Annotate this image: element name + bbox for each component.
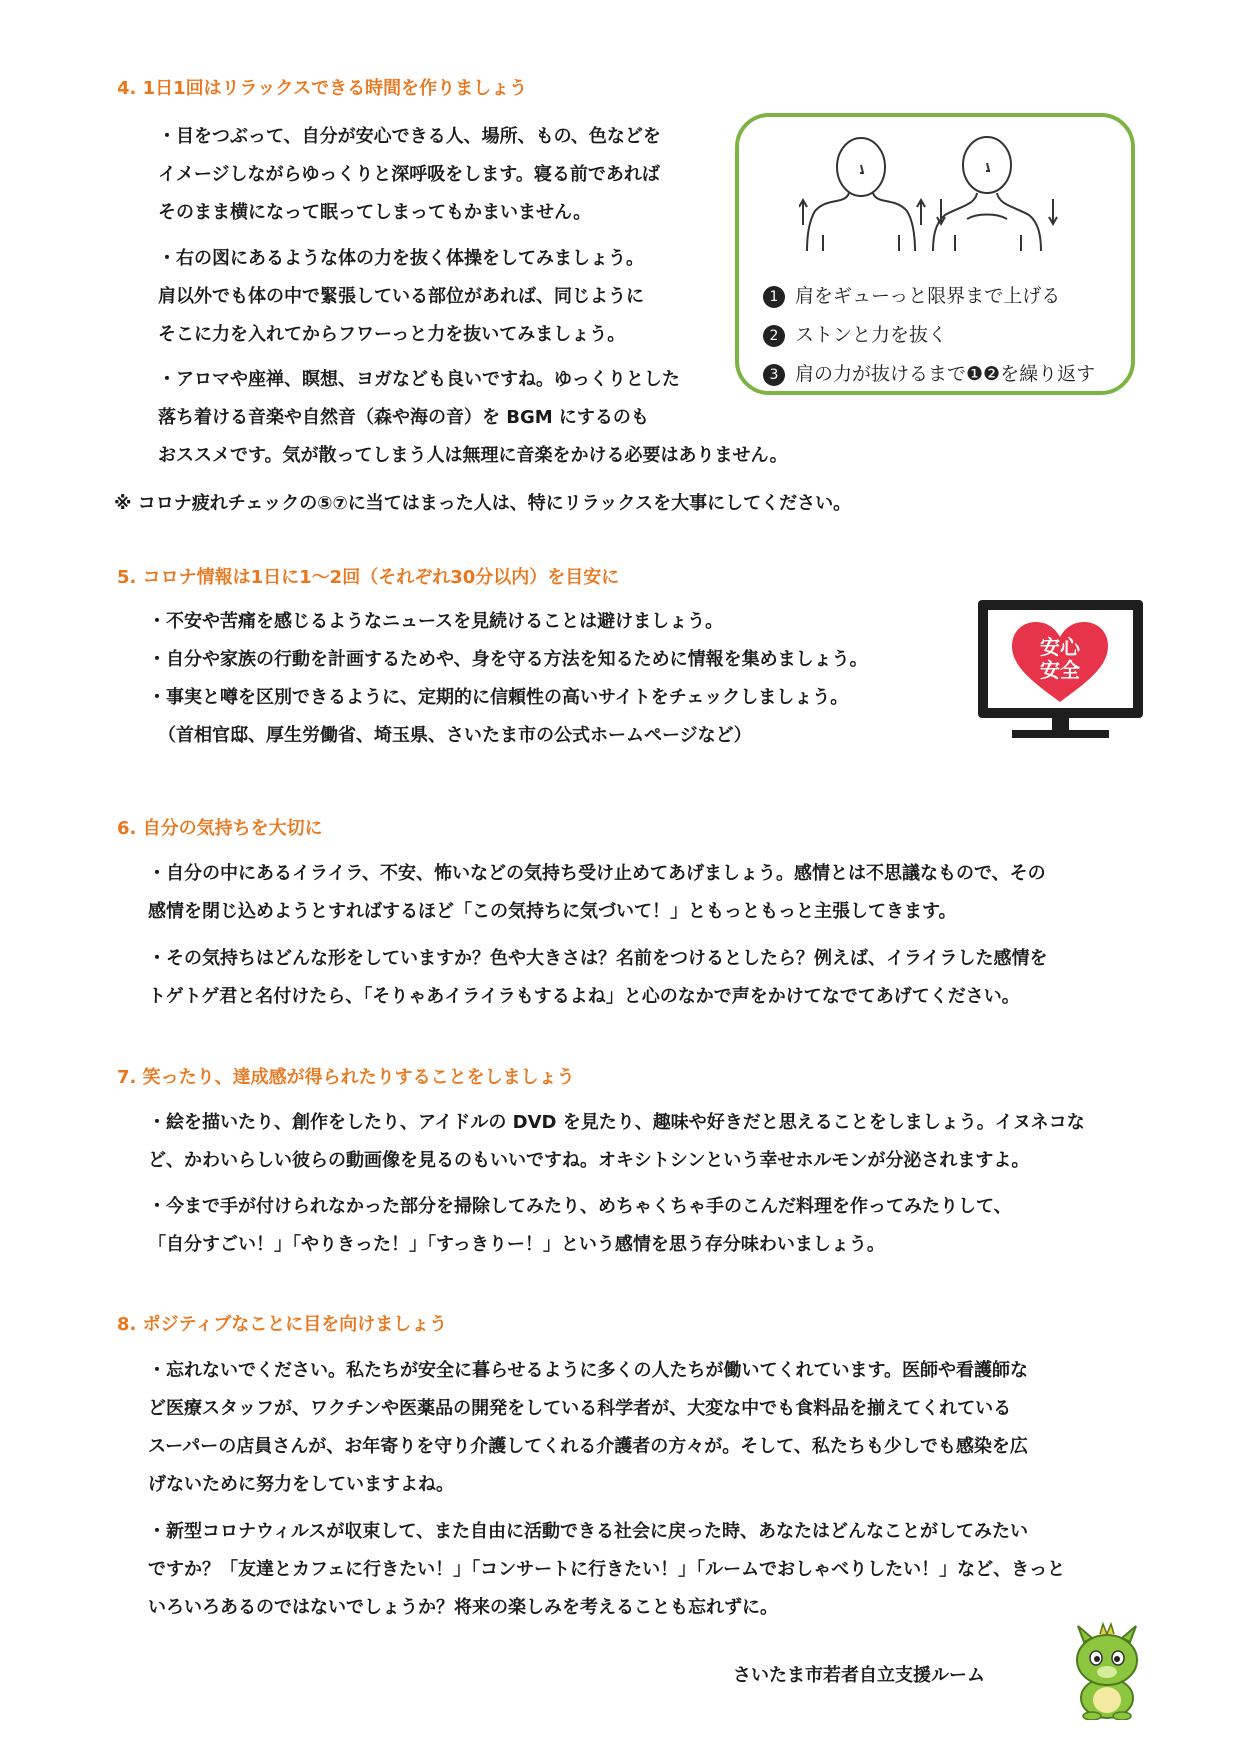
section-4-paragraph-2 [158, 240, 644, 354]
shoulder-exercise-illustration [799, 135, 1069, 255]
shoulder-exercise-box [735, 113, 1135, 395]
dragon-mascot-icon [1062, 1620, 1152, 1720]
relax-note: ※ コロナ疲れチェックの⑤⑦に当てはまった人は、特にリラックスを大事にしてください。 [114, 493, 852, 514]
step-text: ストンと力を抜く [795, 324, 948, 346]
step-text: 肩をギューっと限界まで上げる [795, 285, 1061, 307]
text-line: スーパーの店員さんが、お年寄りを守り介護してくれる介護者の方々が。そして、私たちも少しでも感染を広 [148, 1436, 1028, 1457]
text-line: ・絵を描いたり、創作をしたり、アイドルの DVD を見たり、趣味や好きだと思えることをしましょう。イヌネコな [148, 1112, 1085, 1133]
text-line: 感情を閉じ込めようとすればするほど「この気持ちに気づいて！」ともっともっと主張してきます。 [148, 901, 957, 922]
section-8-paragraph-1 [148, 1352, 1028, 1504]
tv-text-line-2: 安全 [1040, 658, 1080, 682]
text-line: イメージしながらゆっくりと深呼吸をします。寝る前であれば [158, 164, 660, 185]
text-line: ・事実と噂を区別できるように、定期的に信頼性の高いサイトをチェックしましょう。 [148, 687, 849, 708]
exercise-step-3 [763, 359, 1095, 386]
text-line: ・その気持ちはどんな形をしていますか？色や大きさは？名前をつけるとしたら？例えば、イライラした感情を [148, 948, 1048, 969]
text-line: ・自分や家族の行動を計画するためや、身を守る方法を知るために情報を集めましょう。 [148, 649, 868, 670]
section-4-paragraph-1 [158, 118, 661, 232]
section-7-paragraph-1 [148, 1104, 1085, 1180]
step-number-badge: 2 [763, 325, 785, 347]
section-7-heading: 7. 笑ったり、達成感が得られたりすることをしましょう [117, 1067, 575, 1088]
text-line: トゲトゲ君と名付けたら、「そりゃあイライラもするよね」と心のなかで声をかけてなでてあげてください。 [148, 986, 1020, 1007]
text-line: そこに力を入れてからフワーっと力を抜いてみましょう。 [158, 324, 626, 345]
section-5-heading: 5. コロナ情報は1日に1～2回（それぞれ30分以内）を目安に [117, 567, 620, 588]
text-line: おススメです。気が散ってしまう人は無理に音楽をかける必要はありません。 [158, 445, 788, 466]
text-line: 「自分すごい！」「やりきった！」「すっきりー！」という感情を思う存分味わいましょう。 [148, 1234, 885, 1255]
text-line: ・右の図にあるような体の力を抜く体操をしてみましょう。 [158, 248, 644, 269]
text-line: （首相官邸、厚生労働省、埼玉県、さいたま市の公式ホームページなど） [158, 725, 752, 746]
section-5-list [148, 603, 868, 755]
text-line: ・アロマや座禅、瞑想、ヨガなども良いですね。ゆっくりとした [158, 369, 680, 390]
text-line: 肩以外でも体の中で緊張している部位があれば、同じように [158, 286, 644, 307]
section-6-paragraph-2 [148, 940, 1047, 1016]
text-line: ・不安や苦痛を感じるようなニュースを見続けることは避けましょう。 [148, 611, 724, 632]
section-4-paragraph-3 [158, 361, 788, 475]
tv-heart-icon [978, 600, 1143, 740]
organization-name: さいたま市若者自立支援ルーム [733, 1665, 985, 1686]
text-line: ・忘れないでください。私たちが安全に暮らせるように多くの人たちが働いてくれています。医師や看護師な [148, 1360, 1029, 1381]
text-line: そのまま横になって眠ってしまってもかまいません。 [158, 202, 592, 223]
step-text: 肩の力が抜けるまで❶❷を繰り返す [795, 363, 1096, 385]
tv-text-line-1: 安心 [1040, 635, 1080, 659]
section-7-paragraph-2 [148, 1188, 1012, 1264]
text-line: ど医療スタッフが、ワクチンや医薬品の開発をしている科学者が、大変な中でも食料品を揃えてくれている [148, 1398, 1012, 1419]
section-6-paragraph-1 [148, 855, 1046, 931]
text-line: げないために努力をしていますよね。 [148, 1474, 454, 1495]
section-4-heading: 4. 1日1回はリラックスできる時間を作りましょう [117, 78, 528, 99]
step-number-badge: 1 [763, 286, 785, 308]
exercise-step-2 [763, 320, 947, 347]
text-line: 落ち着ける音楽や自然音（森や海の音）を BGM にするのも [158, 407, 649, 428]
text-line: ・新型コロナウィルスが収束して、また自由に活動できる社会に戻った時、あなたはどんなことがしてみたい [148, 1521, 1029, 1542]
step-number-badge: 3 [763, 364, 785, 386]
text-line: ・今まで手が付けられなかった部分を掃除してみたり、めちゃくちゃ手のこんだ料理を作ってみたりして、 [148, 1196, 1012, 1217]
section-8-paragraph-2 [148, 1513, 1065, 1627]
text-line: ・目をつぶって、自分が安心できる人、場所、もの、色などを [158, 126, 661, 147]
section-8-heading: 8. ポジティブなことに目を向けましょう [117, 1314, 448, 1335]
text-line: ですか？「友達とカフェに行きたい！」「コンサートに行きたい！」「ルームでおしゃべりしたい！」など、きっと [148, 1559, 1066, 1580]
text-line: ・自分の中にあるイライラ、不安、怖いなどの気持ち受け止めてあげましょう。感情とは不思議なもので、その [148, 863, 1046, 884]
text-line: いろいろあるのではないでしょうか？将来の楽しみを考えることも忘れずに。 [148, 1597, 778, 1618]
exercise-step-1 [763, 281, 1060, 308]
text-line: ど、かわいらしい彼らの動画像を見るのもいいですね。オキシトシンという幸せホルモンが分泌されますよ。 [148, 1150, 1030, 1171]
section-6-heading: 6. 自分の気持ちを大切に [117, 818, 323, 839]
